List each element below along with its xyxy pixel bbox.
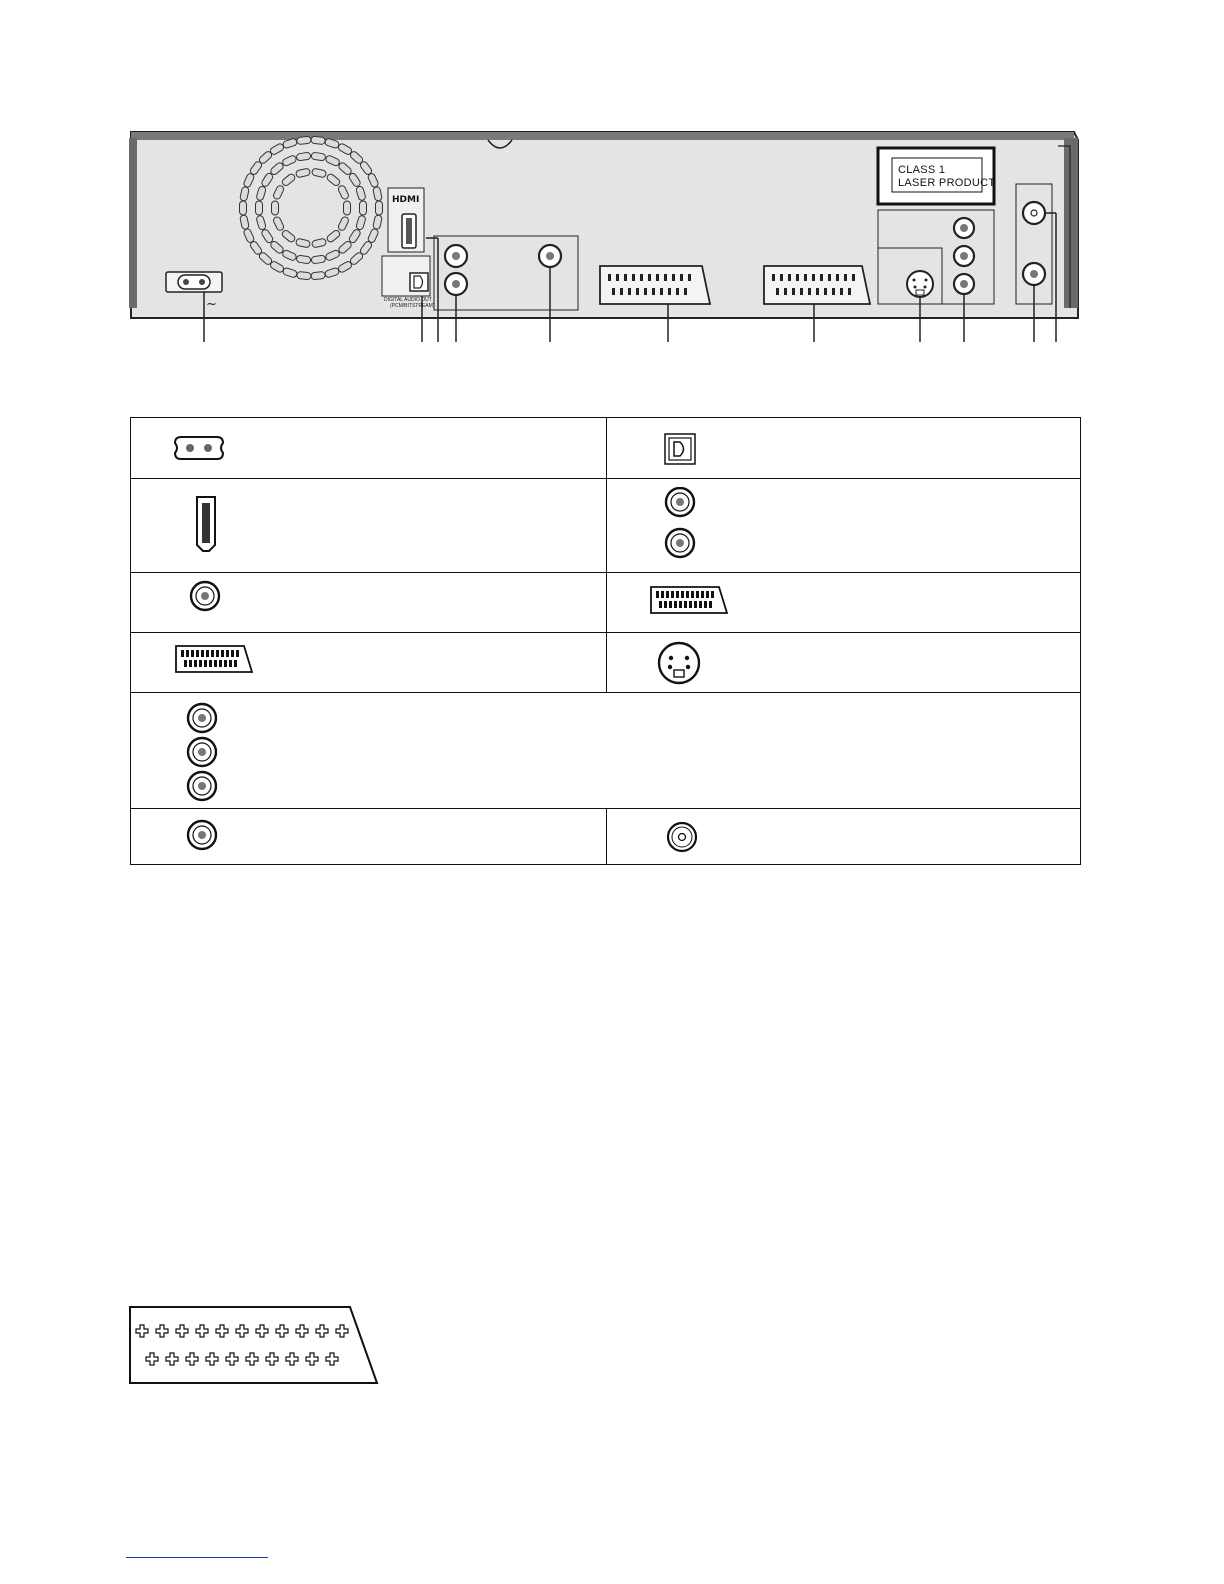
vent-slot (360, 201, 367, 215)
optical-label-2: (PCM/BITSTREAM) (390, 303, 435, 309)
rca-jack-icon (954, 218, 974, 238)
ac-symbol: ~ (206, 297, 217, 312)
laser-label-line1: CLASS 1 (898, 164, 946, 176)
rear-panel-illustration (128, 118, 1088, 348)
vent-slot (376, 201, 383, 215)
rca-jack-icon (539, 245, 561, 267)
footnote-rule (126, 1557, 268, 1558)
vent-slot (296, 255, 311, 264)
vent-slot (311, 255, 326, 264)
vent-slot (297, 271, 312, 279)
vent-slot (297, 136, 312, 144)
table-row (131, 633, 1080, 693)
table-row (131, 809, 1080, 864)
scart-pinout-diagram (128, 1305, 380, 1392)
vent-slot (344, 201, 351, 215)
rear-panel-drawing (128, 118, 1088, 348)
table-row (131, 573, 1080, 633)
s-video-icon (907, 271, 933, 297)
table-row (131, 418, 1080, 479)
laser-label-line2: LASER PRODUCT (898, 177, 996, 189)
optical-out-icon (663, 432, 697, 466)
rca-jack-icon (954, 274, 974, 294)
vent-slot (311, 136, 326, 144)
rca-triple-icon (186, 702, 218, 802)
rca-jack-icon (954, 246, 974, 266)
rca-jack-icon (189, 580, 221, 612)
connector-table (130, 417, 1081, 865)
optical-out-icon (382, 256, 435, 309)
rca-pair-icon (663, 487, 697, 561)
hdmi-logo: HDMI (392, 195, 420, 205)
scart-icon (649, 585, 729, 615)
scart-icon (764, 266, 870, 304)
rca-jack-icon (1023, 263, 1045, 285)
vent-slot (272, 201, 279, 215)
ac-inlet-icon (173, 435, 225, 461)
vent-slot (311, 152, 326, 161)
scart-pinout-drawing (128, 1305, 380, 1387)
rca-jack-icon (445, 245, 467, 267)
hdmi-port-icon (388, 188, 424, 252)
rf-antenna-icon (1023, 202, 1045, 224)
optical-label-1: DIGITAL AUDIO OUT (384, 297, 432, 303)
rf-antenna-icon (666, 821, 698, 853)
vent-slot (256, 201, 263, 215)
scart-icon (600, 266, 710, 304)
laser-product-label (878, 148, 995, 204)
scart-icon (174, 644, 254, 674)
rca-jack-icon (186, 819, 218, 851)
hdmi-port-icon (193, 495, 219, 553)
vent-slot (296, 152, 311, 161)
rca-jack-icon (445, 273, 467, 295)
vent-slot (311, 271, 326, 279)
table-row (131, 479, 1080, 573)
s-video-icon (657, 641, 701, 685)
table-row (131, 693, 1080, 809)
vent-slot (240, 201, 247, 215)
